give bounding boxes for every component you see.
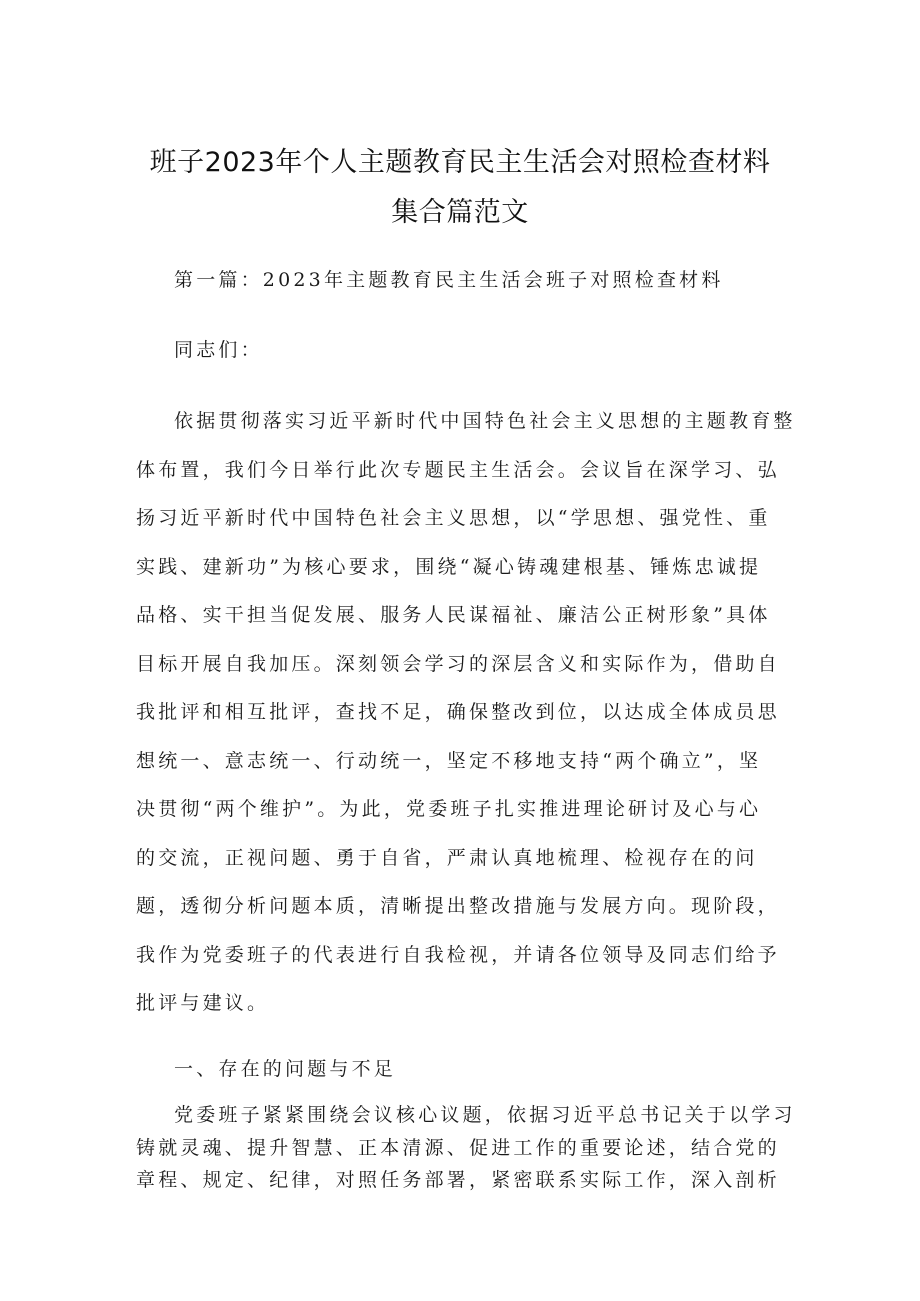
document-title-line2: 集合篇范文 — [391, 197, 529, 228]
document-title-line1: 班子2023年个人主题教育民主生活会对照检查材料 — [149, 147, 771, 178]
paragraph-line: 题，透彻分析问题本质，清晰提出整改措施与发展方向。现阶段， — [136, 895, 780, 917]
paragraph-intro — [136, 397, 796, 1028]
paragraph-line: 的交流，正视问题、勇于自省，严肃认真地梳理、检视存在的问 — [136, 846, 758, 869]
paragraph-line: 我批评和相互批评，查找不足，确保整改到位，以达成全体成员思 — [136, 701, 780, 723]
paragraph-line: 党委班子紧紧围绕会议核心议题，依据习近平总书记关于以学习 — [174, 1104, 796, 1126]
paragraph-line: 我作为党委班子的代表进行自我检视，并请各位领导及同志们给予 — [136, 943, 780, 966]
paragraph-line: 决贯彻“两个维护”。为此，党委班子扎实推进理论研讨及心与心 — [136, 798, 762, 820]
paragraph-line: 依据贯彻落实习近平新时代中国特色社会主义思想的主题教育整 — [174, 410, 796, 432]
paragraph-line: 想统一、意志统一、行动统一，坚定不移地支持“两个确立”，坚 — [136, 749, 762, 772]
paragraph-line: 品格、实干担当促发展、服务人民谋福祉、廉洁公正树形象”具体 — [136, 604, 771, 626]
paragraph-line: 体布置，我们今日举行此次专题民主生活会。会议旨在深学习、弘 — [136, 458, 780, 481]
chapter-subtitle: 第一篇：2023年主题教育民主生活会班子对照检查材料 — [174, 269, 724, 291]
paragraph-line: 实践、建新功”为核心要求，围绕“凝心铸魂建根基、锤炼忠诚提 — [136, 555, 762, 578]
paragraph-line: 章程、规定、纪律，对照任务部署，紧密联系实际工作，深入剖析 — [136, 1169, 780, 1191]
section-heading: 一、存在的问题与不足 — [174, 1058, 397, 1080]
greeting: 同志们： — [174, 339, 263, 361]
paragraph-section1 — [136, 1099, 796, 1197]
paragraph-line: 扬习近平新时代中国特色社会主义思想，以“学思想、强党性、重 — [136, 507, 771, 529]
paragraph-line: 目标开展自我加压。深刻领会学习的深层含义和实际作为，借助自 — [136, 652, 780, 675]
paragraph-line: 批评与建议。 — [136, 992, 270, 1014]
paragraph-line: 铸就灵魂、提升智慧、正本清源、促进工作的重要论述，结合党的 — [136, 1136, 780, 1159]
